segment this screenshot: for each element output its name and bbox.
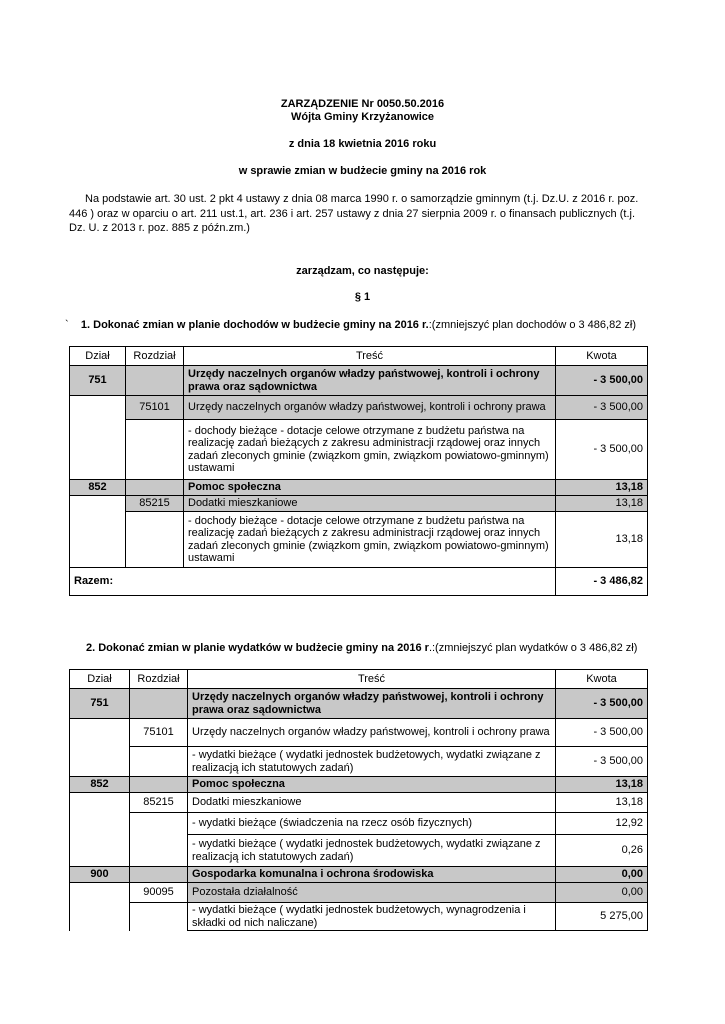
table-row: - wydatki bieżące (świadczenia na rzecz osób fizycznych) 12,92 bbox=[70, 813, 648, 835]
decree-statement: zarządzam, co następuje: bbox=[296, 265, 429, 277]
section1-prefix: ` bbox=[65, 319, 69, 331]
table-total-row: Razem: - 3 486,82 bbox=[70, 568, 648, 596]
income-table bbox=[69, 346, 648, 596]
table-header-row bbox=[70, 670, 648, 689]
col-rozdzial: Rozdział bbox=[126, 347, 184, 366]
table-row: 75101 Urzędy naczelnych organów władzy państwowej, kontroli i ochrony prawa - 3 500,00 bbox=[70, 396, 648, 420]
table-row: 85215 Dodatki mieszkaniowe 13,18 bbox=[70, 496, 648, 512]
section1-title bbox=[65, 319, 665, 331]
table-row: 75101 Urzędy naczelnych organów władzy państwowej, kontroli i ochrony prawa - 3 500,00 bbox=[70, 719, 648, 747]
paragraph-mark: § 1 bbox=[354, 291, 371, 303]
table-header-row bbox=[70, 347, 648, 366]
col-dzial: Dział bbox=[70, 670, 130, 689]
decree-title: ZARZĄDZENIE Nr 0050.50.2016 bbox=[280, 98, 445, 110]
expense-table bbox=[69, 669, 648, 931]
col-kwota: Kwota bbox=[556, 670, 648, 689]
section2-title bbox=[86, 642, 686, 654]
section1-title-rest: :(zmniejszyć plan dochodów o 3 486,82 zł) bbox=[428, 319, 636, 331]
col-dzial: Dział bbox=[70, 347, 126, 366]
preamble: Na podstawie art. 30 ust. 2 pkt 4 ustawy z dnia 08 marca 1990 r. o samorządzie gminnym (t.j. Dz.U. z 2016 r. poz. 446 ) oraz w oparciu o art. 211 ust.1, art. 236 i art. 257 ustawy z dnia 27 sierpnia 2009 r. o finansach publicznych (t.j. Dz. U. z 2013 r. poz. 885 z późn.zm.) bbox=[69, 193, 639, 234]
section1-title-bold: 1. Dokonać zmian w planie dochodów w budżecie gminy na 2016 r. bbox=[80, 319, 429, 331]
table-row: 85215 Dodatki mieszkaniowe 13,18 bbox=[70, 793, 648, 813]
table-row: 751 Urzędy naczelnych organów władzy państwowej, kontroli i ochrony prawa oraz sądownictwa - 3 500,00 bbox=[70, 689, 648, 719]
table-row: - dochody bieżące - dotacje celowe otrzymane z budżetu państwa na realizację zadań bieżących z zakresu administracji rządowej oraz innych zadań zleconych gminie (związkom gmin, związkom powiatowo-gminnym) ustawami - 3 500,00 bbox=[70, 420, 648, 480]
col-tresc: Treść bbox=[188, 670, 556, 689]
table-row: - wydatki bieżące ( wydatki jednostek budżetowych, wydatki związane z realizacją ich statutowych zadań) 0,26 bbox=[70, 835, 648, 867]
col-rozdzial: Rozdział bbox=[130, 670, 188, 689]
table-row: - dochody bieżące - dotacje celowe otrzymane z budżetu państwa na realizację zadań bieżących z zakresu administracji rządowej oraz innych zadań zleconych gminie (związkom gmin, związkom powiatowo-gminnym) ustawami 13,18 bbox=[70, 512, 648, 568]
table-row: 751 Urzędy naczelnych organów władzy państwowej, kontroli i ochrony prawa oraz sądownictwa - 3 500,00 bbox=[70, 366, 648, 396]
decree-subject: w sprawie zmian w budżecie gminy na 2016 rok bbox=[238, 165, 487, 177]
table-row: 900 Gospodarka komunalna i ochrona środowiska 0,00 bbox=[70, 867, 648, 883]
section2-title-bold: 2. Dokonać zmian w planie wydatków w budżecie gminy na 2016 r bbox=[86, 642, 429, 654]
table-row: 852 Pomoc społeczna 13,18 bbox=[70, 480, 648, 496]
table-row: - wydatki bieżące ( wydatki jednostek budżetowych, wynagrodzenia i składki od nich naliczane) 5 275,00 bbox=[70, 903, 648, 931]
table-row: 852 Pomoc społeczna 13,18 bbox=[70, 777, 648, 793]
table-row: 90095 Pozostała działalność 0,00 bbox=[70, 883, 648, 903]
col-tresc: Treść bbox=[184, 347, 556, 366]
decree-issuer: Wójta Gminy Krzyżanowice bbox=[290, 111, 435, 123]
table-row: - wydatki bieżące ( wydatki jednostek budżetowych, wydatki związane z realizacją ich statutowych zadań) - 3 500,00 bbox=[70, 747, 648, 777]
decree-date: z dnia 18 kwietnia 2016 roku bbox=[288, 138, 437, 150]
section2-title-rest: .:(zmniejszyć plan wydatków o 3 486,82 zł) bbox=[428, 642, 638, 654]
col-kwota: Kwota bbox=[556, 347, 648, 366]
